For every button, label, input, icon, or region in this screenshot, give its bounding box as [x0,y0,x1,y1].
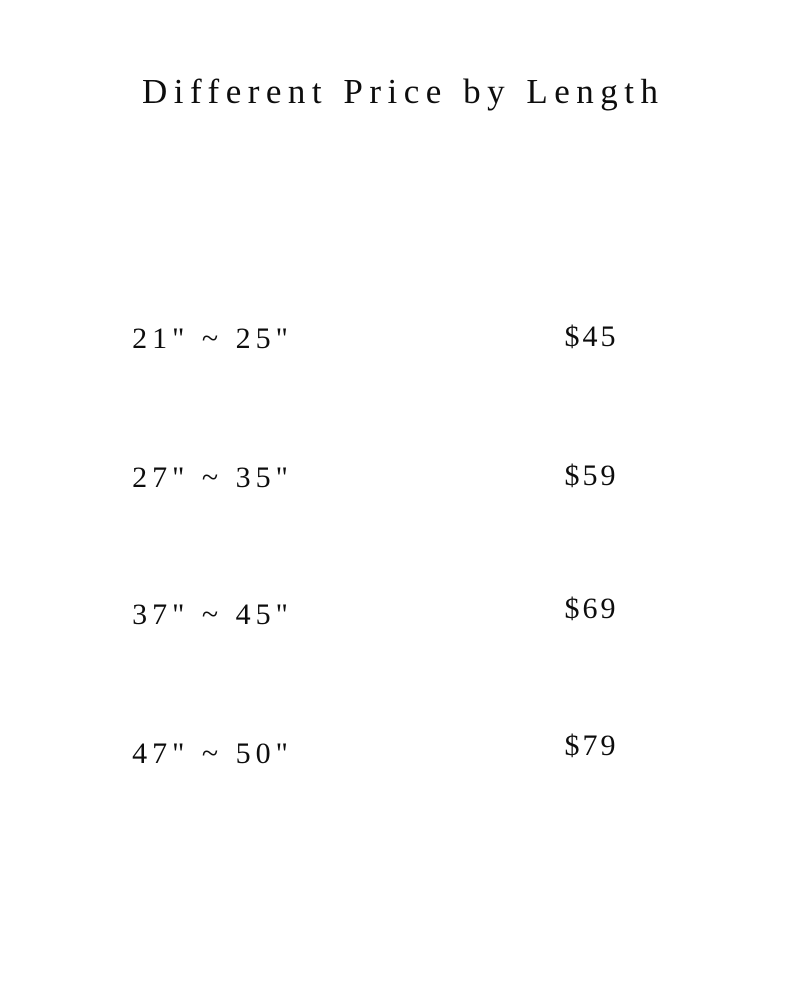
length-range-value: 37" ~ 45" [132,598,293,631]
table-row [0,540,800,675]
price-table [0,270,800,810]
price-value: $79 [564,729,619,762]
table-row [0,675,800,810]
price-value: $45 [564,320,619,353]
length-range-value: 27" ~ 35" [132,461,293,494]
price-value: $69 [564,592,619,625]
page-title: Different Price by Length [142,72,665,111]
table-row [0,270,800,405]
table-row [0,405,800,540]
length-range-value: 21" ~ 25" [132,322,293,355]
price-value: $59 [564,459,619,492]
length-range-value: 47" ~ 50" [132,737,293,770]
